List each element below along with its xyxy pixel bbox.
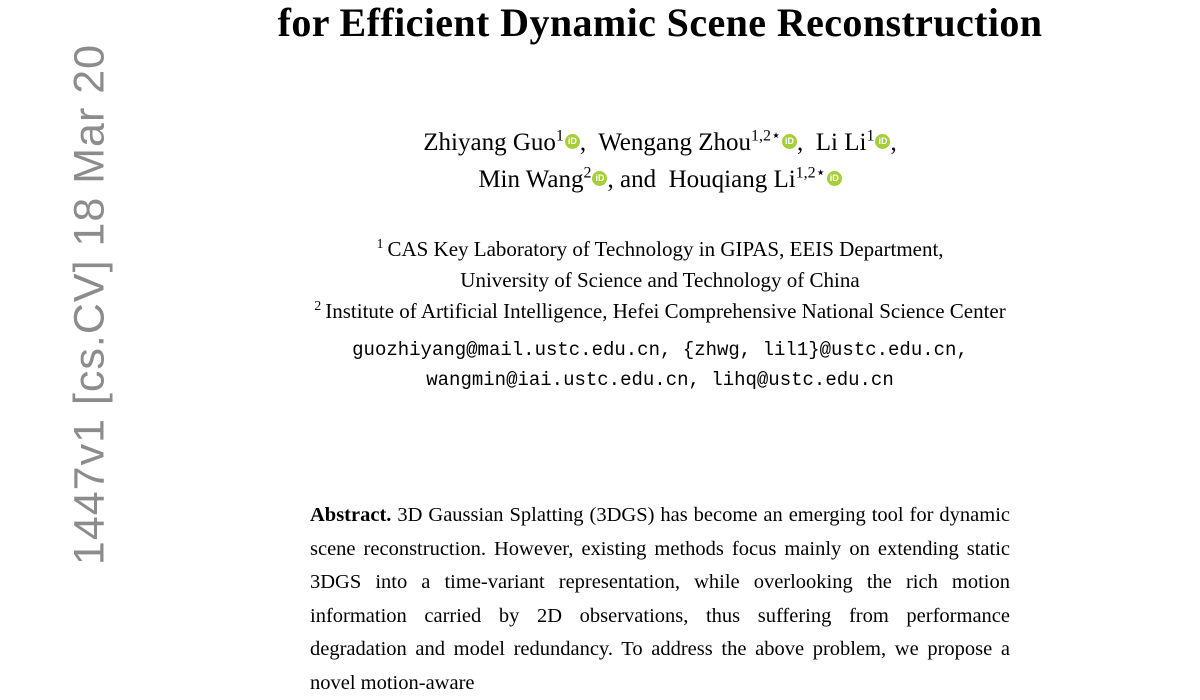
- author-name: Li Li: [815, 129, 867, 156]
- abstract-label: Abstract.: [310, 504, 392, 526]
- author-affiliation-mark: 1: [866, 127, 875, 145]
- orcid-icon[interactable]: [875, 134, 890, 149]
- author-name: Min Wang: [478, 166, 584, 193]
- email-line-1[interactable]: guozhiyang@mail.ustc.edu.cn, {zhwg, lil1}@ustc.edu.cn,: [352, 339, 968, 361]
- abstract-body: 3D Gaussian Splatting (3DGS) has become an emerging tool for dynamic scene reconstruction. However, existing methods focus mainly on extending static 3DGS into a time-variant representation, while overlooking the rich motion information carried by 2D observations, thus suffering from performance degradation and model redundancy. To address the above problem, we propose a novel motion-aware: [310, 504, 1011, 694]
- orcid-icon[interactable]: [827, 171, 842, 186]
- author-affiliation-mark: 2: [583, 164, 592, 182]
- affiliation-2-line-1: [120, 296, 1200, 327]
- orcid-icon[interactable]: [592, 171, 607, 186]
- author-separator: ,: [579, 129, 593, 156]
- author-affiliation-mark: 1,2⋆: [795, 164, 826, 182]
- affiliation-list: [120, 234, 1200, 327]
- orcid-icon[interactable]: [565, 134, 580, 149]
- arxiv-stamp-text: 1447v1 [cs.CV] 18 Mar 20: [65, 43, 114, 566]
- author-affiliation-mark: 1: [555, 127, 564, 145]
- author-name: Zhiyang Guo: [423, 129, 556, 156]
- affiliation-text: CAS Key Laboratory of Technology in GIPAS, EEIS Department,: [387, 237, 944, 261]
- orcid-icon[interactable]: [782, 134, 797, 149]
- paper-content-column: [120, 0, 1200, 694]
- author-line-1: [423, 129, 896, 156]
- arxiv-vertical-stamp: [0, 0, 120, 648]
- author-list: [120, 124, 1200, 198]
- author-name: Houqiang Li: [668, 166, 796, 193]
- author-separator: ,: [890, 129, 897, 156]
- affiliation-mark: 1: [376, 237, 384, 252]
- author-separator: ,: [797, 129, 810, 156]
- author-line-2: [120, 161, 1200, 198]
- author-affiliation-mark: 1,2⋆: [751, 127, 782, 145]
- affiliation-mark: 2: [314, 299, 322, 314]
- author-separator: , and: [607, 166, 663, 193]
- email-line-2[interactable]: wangmin@iai.ustc.edu.cn, lihq@ustc.edu.cn: [426, 369, 894, 391]
- affiliation-1-line-1: [120, 234, 1200, 265]
- page-title: for Efficient Dynamic Scene Reconstruction: [277, 0, 1043, 45]
- author-name: Wengang Zhou: [598, 129, 752, 156]
- email-list: [120, 335, 1200, 395]
- affiliation-1-line-2: University of Science and Technology of China: [460, 268, 860, 292]
- abstract-section: [310, 499, 1010, 700]
- affiliation-text: Institute of Artificial Intelligence, Hefei Comprehensive National Science Center: [325, 299, 1006, 323]
